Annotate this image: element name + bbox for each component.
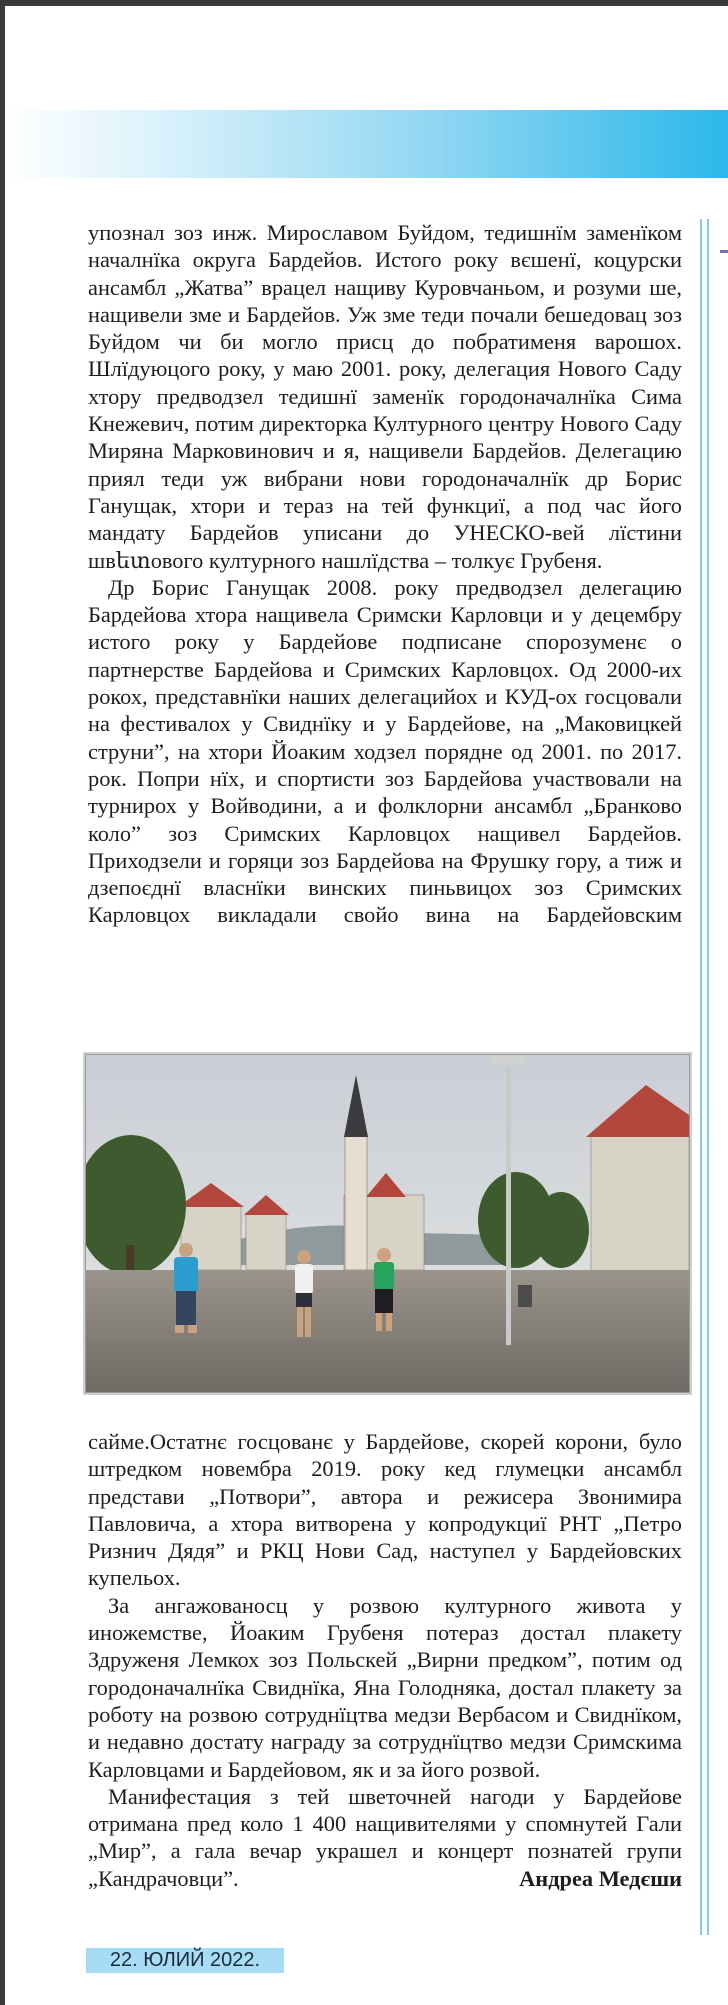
article-column-bottom [88, 1428, 682, 1892]
issue-date-badge: 22. ЮЛИЙ 2022. [86, 1948, 284, 1973]
article-paragraph: За ангажованосц у розвою културного живота у иножемстве, Йоаким Грубеня потераз достал плакету Здруженя Лемкох зоз Польскей „Вирни предком”, потим од городоначалнїка Свиднїка, Яна Голодняка, достал плакету за роботу на розвою сотруднїцтва медзи Вербасом и Свиднїком, и недавно достату награду за сотруднїцтво медзи Сримскима Карловцами и Бардейовом, як и за його розвой. [88, 1592, 682, 1782]
bardejov-square-photo [86, 1055, 689, 1392]
article-column-top [88, 219, 682, 929]
author-byline: Андреа Медєши [519, 1865, 682, 1891]
header-gradient-band [5, 110, 728, 178]
viewer-top-edge [0, 0, 728, 6]
article-paragraph-closing [88, 1783, 682, 1892]
viewer-left-edge [0, 0, 5, 2005]
column-rule [700, 219, 702, 1935]
closing-text: Манифестация з тей шветочней нагоди у Бардейове отримана пред коло 1 400 нащивителями у спомнутей Гали „Мир”, а гала вечар украшел и концерт познатей групи „Кандрачовци”. [88, 1783, 682, 1891]
article-paragraph: упознал зоз инж. Мирославом Буйдом, тедишнїм заменїком началнїка округа Бардейов. Истого року вєшенї, коцурски ансамбл „Жатва” врацел нащиву Куровчаньом, и розуми ше, нащивели зме и Бардейов. Уж зме теди почали бешедовац зоз Буйдом чи би могло присц до побратименя варошох. Шлїдуюцого року, у маю 2001. року, делегация Нового Саду хтору предводзел тедишнї заменїк городоначалнїка Сима Кнежевич, потим директорка Културного центру Нового Саду Миряна Марковинович и я, нащивели Бардейов. Делегацию приял теди уж вибрани нови городоначалнїк др Борис Ганущак, хтори и тераз на тей функциї, а под час його мандату Бардейов уписани до УНЕСКО-вей лїстини швետового културного нашлїдства – толкує Грубеня. [88, 220, 682, 573]
article-paragraph: сайме.Остатнє госцованє у Бардейове, скорей корони, було штредком новембра 2019. року кед глумецки ансамбл представи „Потвори”, автора и режисера Звонимира Павловича, а хтора витворена у копродукциї РНТ „Петро Ризнич Дядя” и РКЦ Нови Сад, наступел у Бардейовских купельох. [88, 1429, 682, 1591]
column-rule [707, 219, 709, 1935]
page-edge-mark [720, 250, 728, 253]
article-paragraph: Др Борис Ганущак 2008. року предводзел делегацию Бардейова хтора нащивела Сримски Карловци и у децембру истого року у Бардейове подписане спорозуменє о партнерстве Бардейова и Сримских Карловцох. Од 2000-их рокох, представнїки наших делегацийох и КУД-ох госцовали на фестивалох у Свиднїку и у Бардейове, на „Маковицкей струни”, на хтори Йоаким ходзел порядне од 2001. по 2017. рок. Попри нїх, и спортисти зоз Бардейова участвовали на турнирох у Войводини, а и фолклорни ансамбл „Бранково коло” зоз Сримских Карловцох нащивел Бардейов. Приходзели и горяци зоз Бардейова на Фрушку гору, а тиж и дзепоєднї власнїки винских пиньвицох зоз Сримских Карловцох викладали свойо вина на Бардейовским [88, 574, 682, 928]
